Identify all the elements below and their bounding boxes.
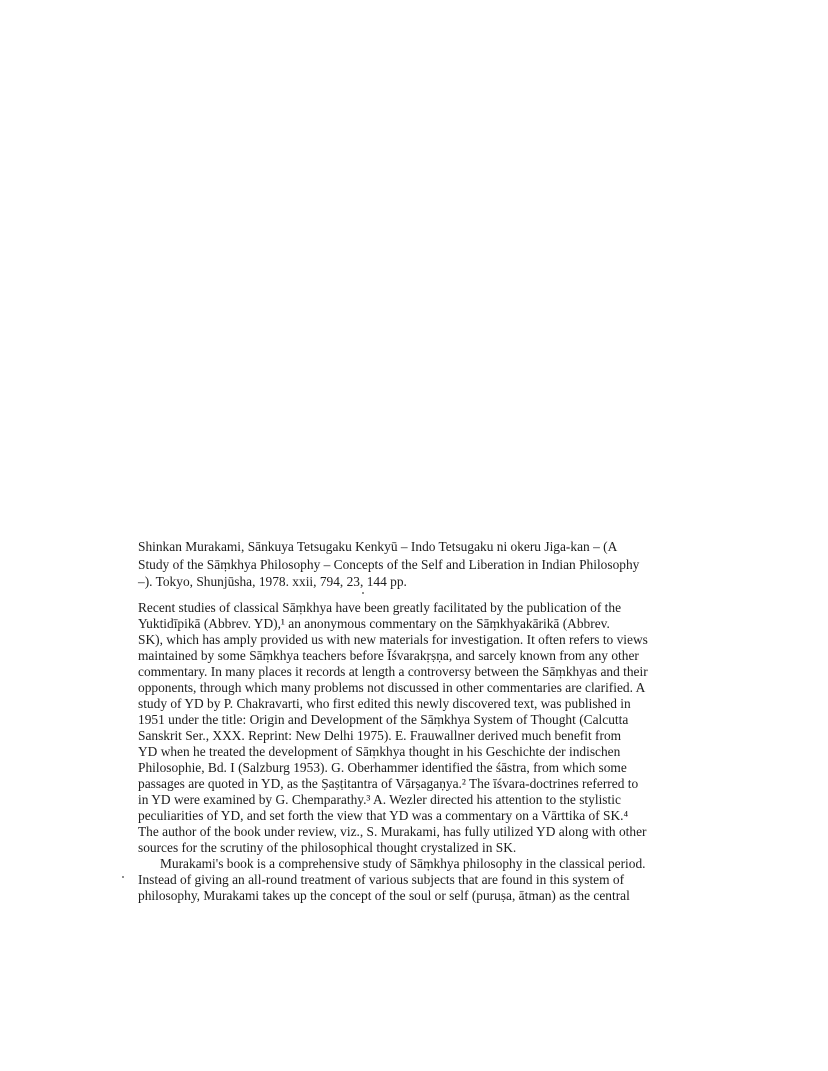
body-line: passages are quoted in YD, as the Ṣaṣṭitantra of Vārṣagaṇya.² The īśvara-doctrines referred to [138,776,639,791]
header-line: Study of the Sāṃkhya Philosophy – Concepts of the Self and Liberation in Indian Philosophy [138,556,640,572]
review-citation-header [138,538,738,591]
body-line: Recent studies of classical Sāṃkhya have been greatly facilitated by the publication of the [138,600,622,615]
scan-speck [122,876,124,878]
body-line: commentary. In many places it records at length a controversy between the Sāṃkhyas and their [138,664,648,679]
body-line: Philosophie, Bd. I (Salzburg 1953). G. Oberhammer identified the śāstra, from which some [138,760,627,775]
body-line: Murakami's book is a comprehensive study of Sāṃkhya philosophy in the classical period. [160,856,646,871]
body-line: Instead of giving an all-round treatment of various subjects that are found in this system of [138,872,625,887]
body-line: 1951 under the title: Origin and Development of the Sāṃkhya System of Thought (Calcutta [138,712,629,727]
body-line: philosophy, Murakami takes up the concept of the soul or self (puruṣa, ātman) as the central [138,888,630,903]
header-line: –). Tokyo, Shunjūsha, 1978. xxii, 794, 23, 144 pp. [138,574,407,590]
body-line: maintained by some Sāṃkhya teachers before Īśvarakṛṣṇa, and sarcely known from any other [138,648,639,663]
body-line: SK), which has amply provided us with new materials for investigation. It often refers to views [138,632,648,647]
body-line: peculiarities of YD, and set forth the view that YD was a commentary on a Vārttika of SK.⁴ [138,808,629,823]
body-line: opponents, through which many problems not discussed in other commentaries are clarified. A [138,680,646,695]
header-line: Shinkan Murakami, Sānkuya Tetsugaku Kenkyū – Indo Tetsugaku ni okeru Jiga-kan – (A [138,539,618,554]
body-line: in YD were examined by G. Chemparathy.³ A. Wezler directed his attention to the stylistic [138,792,621,807]
body-line: Sanskrit Ser., XXX. Reprint: New Delhi 1975). E. Frauwallner derived much benefit from [138,728,622,743]
body-line: sources for the scrutiny of the philosophical thought crystalized in SK. [138,840,517,855]
body-line: study of YD by P. Chakravarti, who first edited this newly discovered text, was published in [138,696,631,711]
body-line: The author of the book under review, viz., S. Murakami, has fully utilized YD along with other [138,824,647,839]
scan-speck [362,592,364,594]
review-body [138,600,738,904]
body-line: YD when he treated the development of Sāṃkhya thought in his Geschichte der indischen [138,744,621,759]
body-line: Yuktidīpikā (Abbrev. YD),¹ an anonymous commentary on the Sāṃkhyakārikā (Abbrev. [138,616,610,631]
